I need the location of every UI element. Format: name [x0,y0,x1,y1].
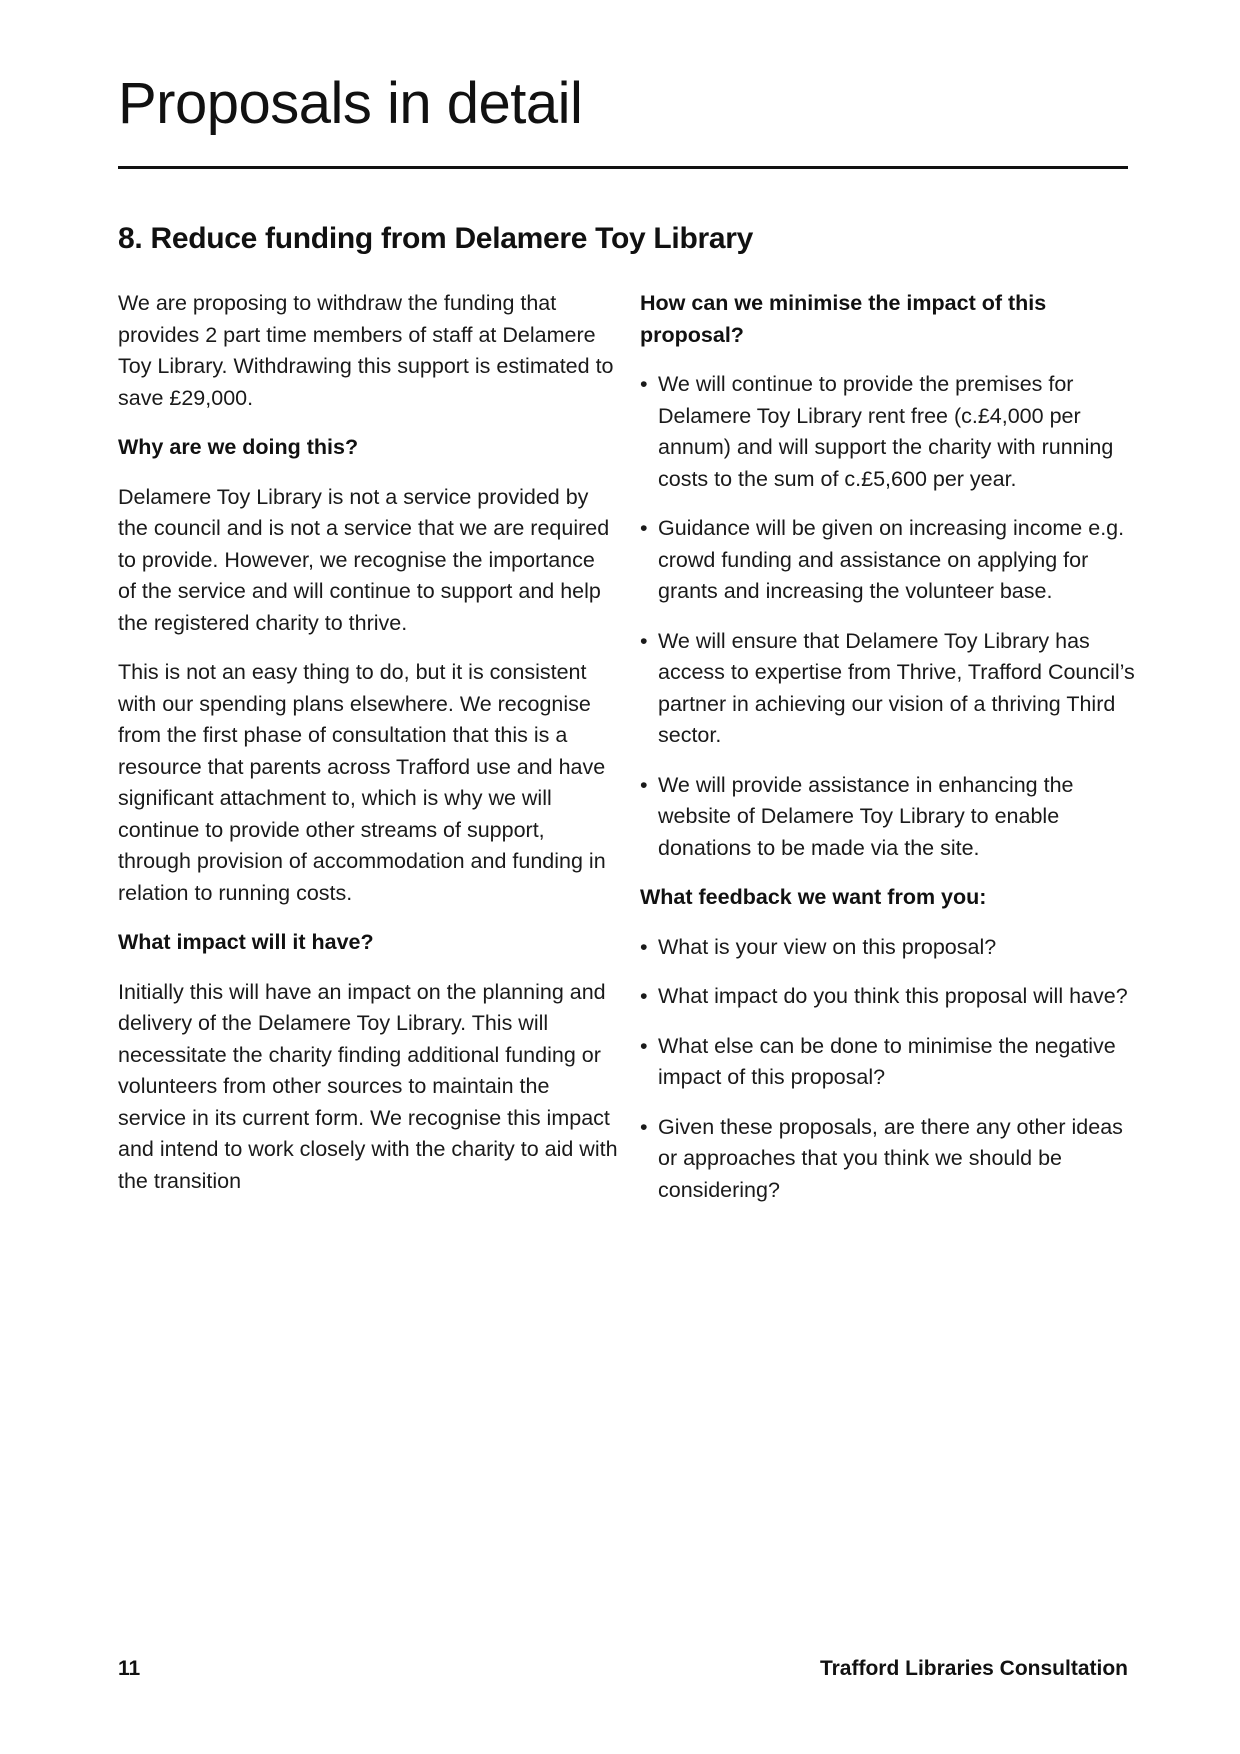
why-heading: Why are we doing this? [118,435,359,459]
list-item-text: Given these proposals, are there any other ideas or approaches that you think we should be considering? [658,1114,1123,1202]
list-item [640,369,1140,495]
bullet-icon: • [640,516,648,540]
list-item-text: We will continue to provide the premises for Delamere Toy Library rent free (c.£4,000 per annum) and will support the charity with running costs to the sum of c.£5,600 per year. [658,372,1114,491]
list-item-text: Guidance will be given on increasing income e.g. crowd funding and assistance on applying for grants and increasing the volunteer base. [658,516,1125,603]
list-item [640,981,1140,1013]
list-item-text: What impact do you think this proposal will have? [658,984,1128,1008]
page-title: Proposals in detail [118,71,583,136]
list-item [640,626,1140,752]
bullet-icon: • [640,772,648,797]
list-item [640,1112,1140,1207]
list-item-text: We will provide assistance in enhancing the website of Delamere Toy Library to enable donations to be made via the site. [658,772,1074,860]
feedback-heading: What feedback we want from you: [640,885,987,909]
list-item-text: What is your view on this proposal? [658,934,997,959]
impact-heading: What impact will it have? [118,930,374,954]
left-column [118,288,618,1215]
list-item [640,513,1140,608]
bullet-icon: • [640,1114,648,1139]
bullet-icon: • [640,1033,648,1058]
minimise-heading: How can we minimise the impact of this proposal? [640,291,1047,347]
feedback-list [640,932,1140,1207]
list-item [640,932,1140,964]
list-item-text: We will ensure that Delamere Toy Library has access to expertise from Thrive, Trafford Council’s partner in achieving our vision of a thriving Third sector. [658,628,1135,747]
list-item [640,770,1140,865]
intro-paragraph: We are proposing to withdraw the funding that provides 2 part time members of staff at Delamere Toy Library. Withdrawing this support is estimated to save £29,000. [118,291,614,410]
why-paragraph-1: Delamere Toy Library is not a service provided by the council and is not a service that we are required to provide. However, we recognise the importance of the service and will continue to support and help the registered charity to thrive. [118,484,610,635]
list-item-text: What else can be done to minimise the negative impact of this proposal? [658,1033,1116,1089]
title-divider [118,166,1128,169]
bullet-icon: • [640,628,648,653]
why-paragraph-2: This is not an easy thing to do, but it is consistent with our spending plans elsewhere. We recognise from the first phase of consultation that this is a resource that parents across Trafford use and have significant attachment to, which is why we will continue to provide other streams of support, through provision of accommodation and funding in relation to running costs. [118,660,606,905]
page-number: 11 [118,1657,141,1680]
bullet-icon: • [640,984,648,1008]
minimise-list [640,369,1140,864]
impact-paragraph: Initially this will have an impact on the planning and delivery of the Delamere Toy Library. This will necessitate the charity finding additional funding or volunteers from other sources to maintain the service in its current form. We recognise this impact and intend to work closely with the charity to aid with the transition [118,979,618,1193]
document-title: Trafford Libraries Consultation [819,1657,1128,1680]
bullet-icon: • [640,372,648,396]
bullet-icon: • [640,934,648,959]
section-heading: 8. Reduce funding from Delamere Toy Library [118,222,754,255]
list-item [640,1031,1140,1094]
right-column [640,288,1140,1224]
